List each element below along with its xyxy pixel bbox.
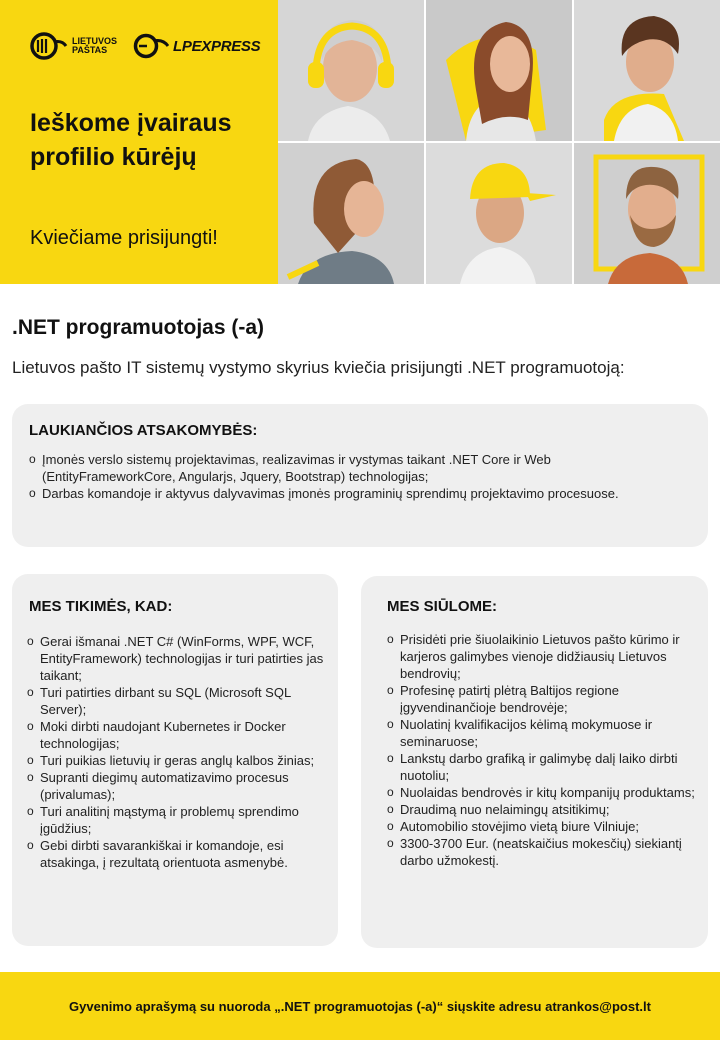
- express-horn-icon: [133, 33, 169, 59]
- expectations-heading: MES TIKIMĖS, KAD:: [29, 598, 173, 615]
- logo-lp-line2: PAŠTAS: [72, 45, 108, 55]
- responsibilities-card: [12, 404, 708, 547]
- photo-man-curly: [574, 0, 720, 141]
- photo-woman-profile: [426, 0, 572, 141]
- expectations-card: [12, 574, 338, 946]
- list-item: o Gerai išmanai .NET C# (WinForms, WPF, WCF, EntityFramework) technologijas ir turi patirties jas taikant;: [27, 633, 327, 684]
- offers-list: [387, 631, 697, 869]
- list-item: o Draudimą nuo nelaimingų atsitikimų;: [387, 801, 697, 818]
- list-item: o Darbas komandoje ir aktyvus dalyvavimas įmonės programinių sprendimų projektavimo procesuose.: [29, 485, 669, 502]
- photo-grid: [278, 0, 720, 284]
- offers-heading: MES SIŪLOME:: [387, 598, 498, 615]
- list-item: o Įmonės verslo sistemų projektavimas, realizavimas ir vystymas taikant .NET Core ir Web (EntityFrameworkCore, Angularjs, Jquery, Bootstrap) technologijas;: [29, 451, 669, 485]
- post-horn-icon: [30, 32, 68, 60]
- photo-man-cap: [426, 143, 572, 284]
- photo-man-beard: [574, 143, 720, 284]
- logos: [30, 32, 260, 60]
- lpexpress-logo: [133, 33, 260, 59]
- list-item: o Moki dirbti naudojant Kubernetes ir Docker technologijas;: [27, 718, 327, 752]
- list-item: o Profesinę patirtį plėtrą Baltijos regione įgyvendinančioje bendrovėje;: [387, 682, 697, 716]
- list-item: o 3300-3700 Eur. (neatskaičius mokesčių) siekiantį darbo užmokestį.: [387, 835, 697, 869]
- job-title: .NET programuotojas (-a): [12, 316, 265, 339]
- list-item: o Automobilio stovėjimo vietą biure Vilniuje;: [387, 818, 697, 835]
- list-item: o Supranti diegimų automatizavimo procesus (privalumas);: [27, 769, 327, 803]
- list-item: o Turi puikias lietuvių ir geras anglų kalbos žinias;: [27, 752, 327, 769]
- lietuvos-pastas-logo: [30, 32, 117, 60]
- expectations-list: [27, 633, 327, 871]
- list-item: o Nuolaidas bendrovės ir kitų kompanijų produktams;: [387, 784, 697, 801]
- invite-text: Kviečiame prisijungti!: [30, 227, 218, 249]
- offers-card: [361, 576, 708, 948]
- responsibilities-list: [29, 451, 669, 502]
- footer-banner: [0, 972, 720, 1040]
- job-intro: Lietuvos pašto IT sistemų vystymo skyrius kviečia prisijungti .NET programuotoją:: [12, 358, 625, 377]
- header-yellow-panel: [0, 0, 278, 284]
- list-item: o Prisidėti prie šiuolaikinio Lietuvos pašto kūrimo ir karjeros galimybes vienoje didžiausių Lietuvos bendrovių;: [387, 631, 697, 682]
- logo-lp-line1: LIETUVOS: [72, 36, 118, 46]
- list-item: o Nuolatinį kvalifikacijos kėlimą mokymuose ir seminaruose;: [387, 716, 697, 750]
- header-banner: [0, 0, 720, 284]
- photo-woman-ponytail: [278, 143, 424, 284]
- list-item: o Lankstų darbo grafiką ir galimybę dalį laiko dirbti nuotoliu;: [387, 750, 697, 784]
- responsibilities-heading: LAUKIANČIOS ATSAKOMYBĖS:: [29, 422, 258, 439]
- headline: Ieškome įvairaus profilio kūrėjų: [30, 109, 232, 171]
- footer-text: Gyvenimo aprašymą su nuoroda „.NET programuotojas (-a)“ siųskite adresu atrankos@post.lt: [69, 998, 651, 1014]
- list-item: o Turi patirties dirbant su SQL (Microsoft SQL Server);: [27, 684, 327, 718]
- photo-woman-headphones: [278, 0, 424, 141]
- list-item: o Gebi dirbti savarankiškai ir komandoje, esi atsakinga, į rezultatą orientuota asmenybė.: [27, 837, 327, 871]
- logo-express-text: LPEXPRESS: [173, 37, 261, 55]
- list-item: o Turi analitinį mąstymą ir problemų sprendimo įgūdžius;: [27, 803, 327, 837]
